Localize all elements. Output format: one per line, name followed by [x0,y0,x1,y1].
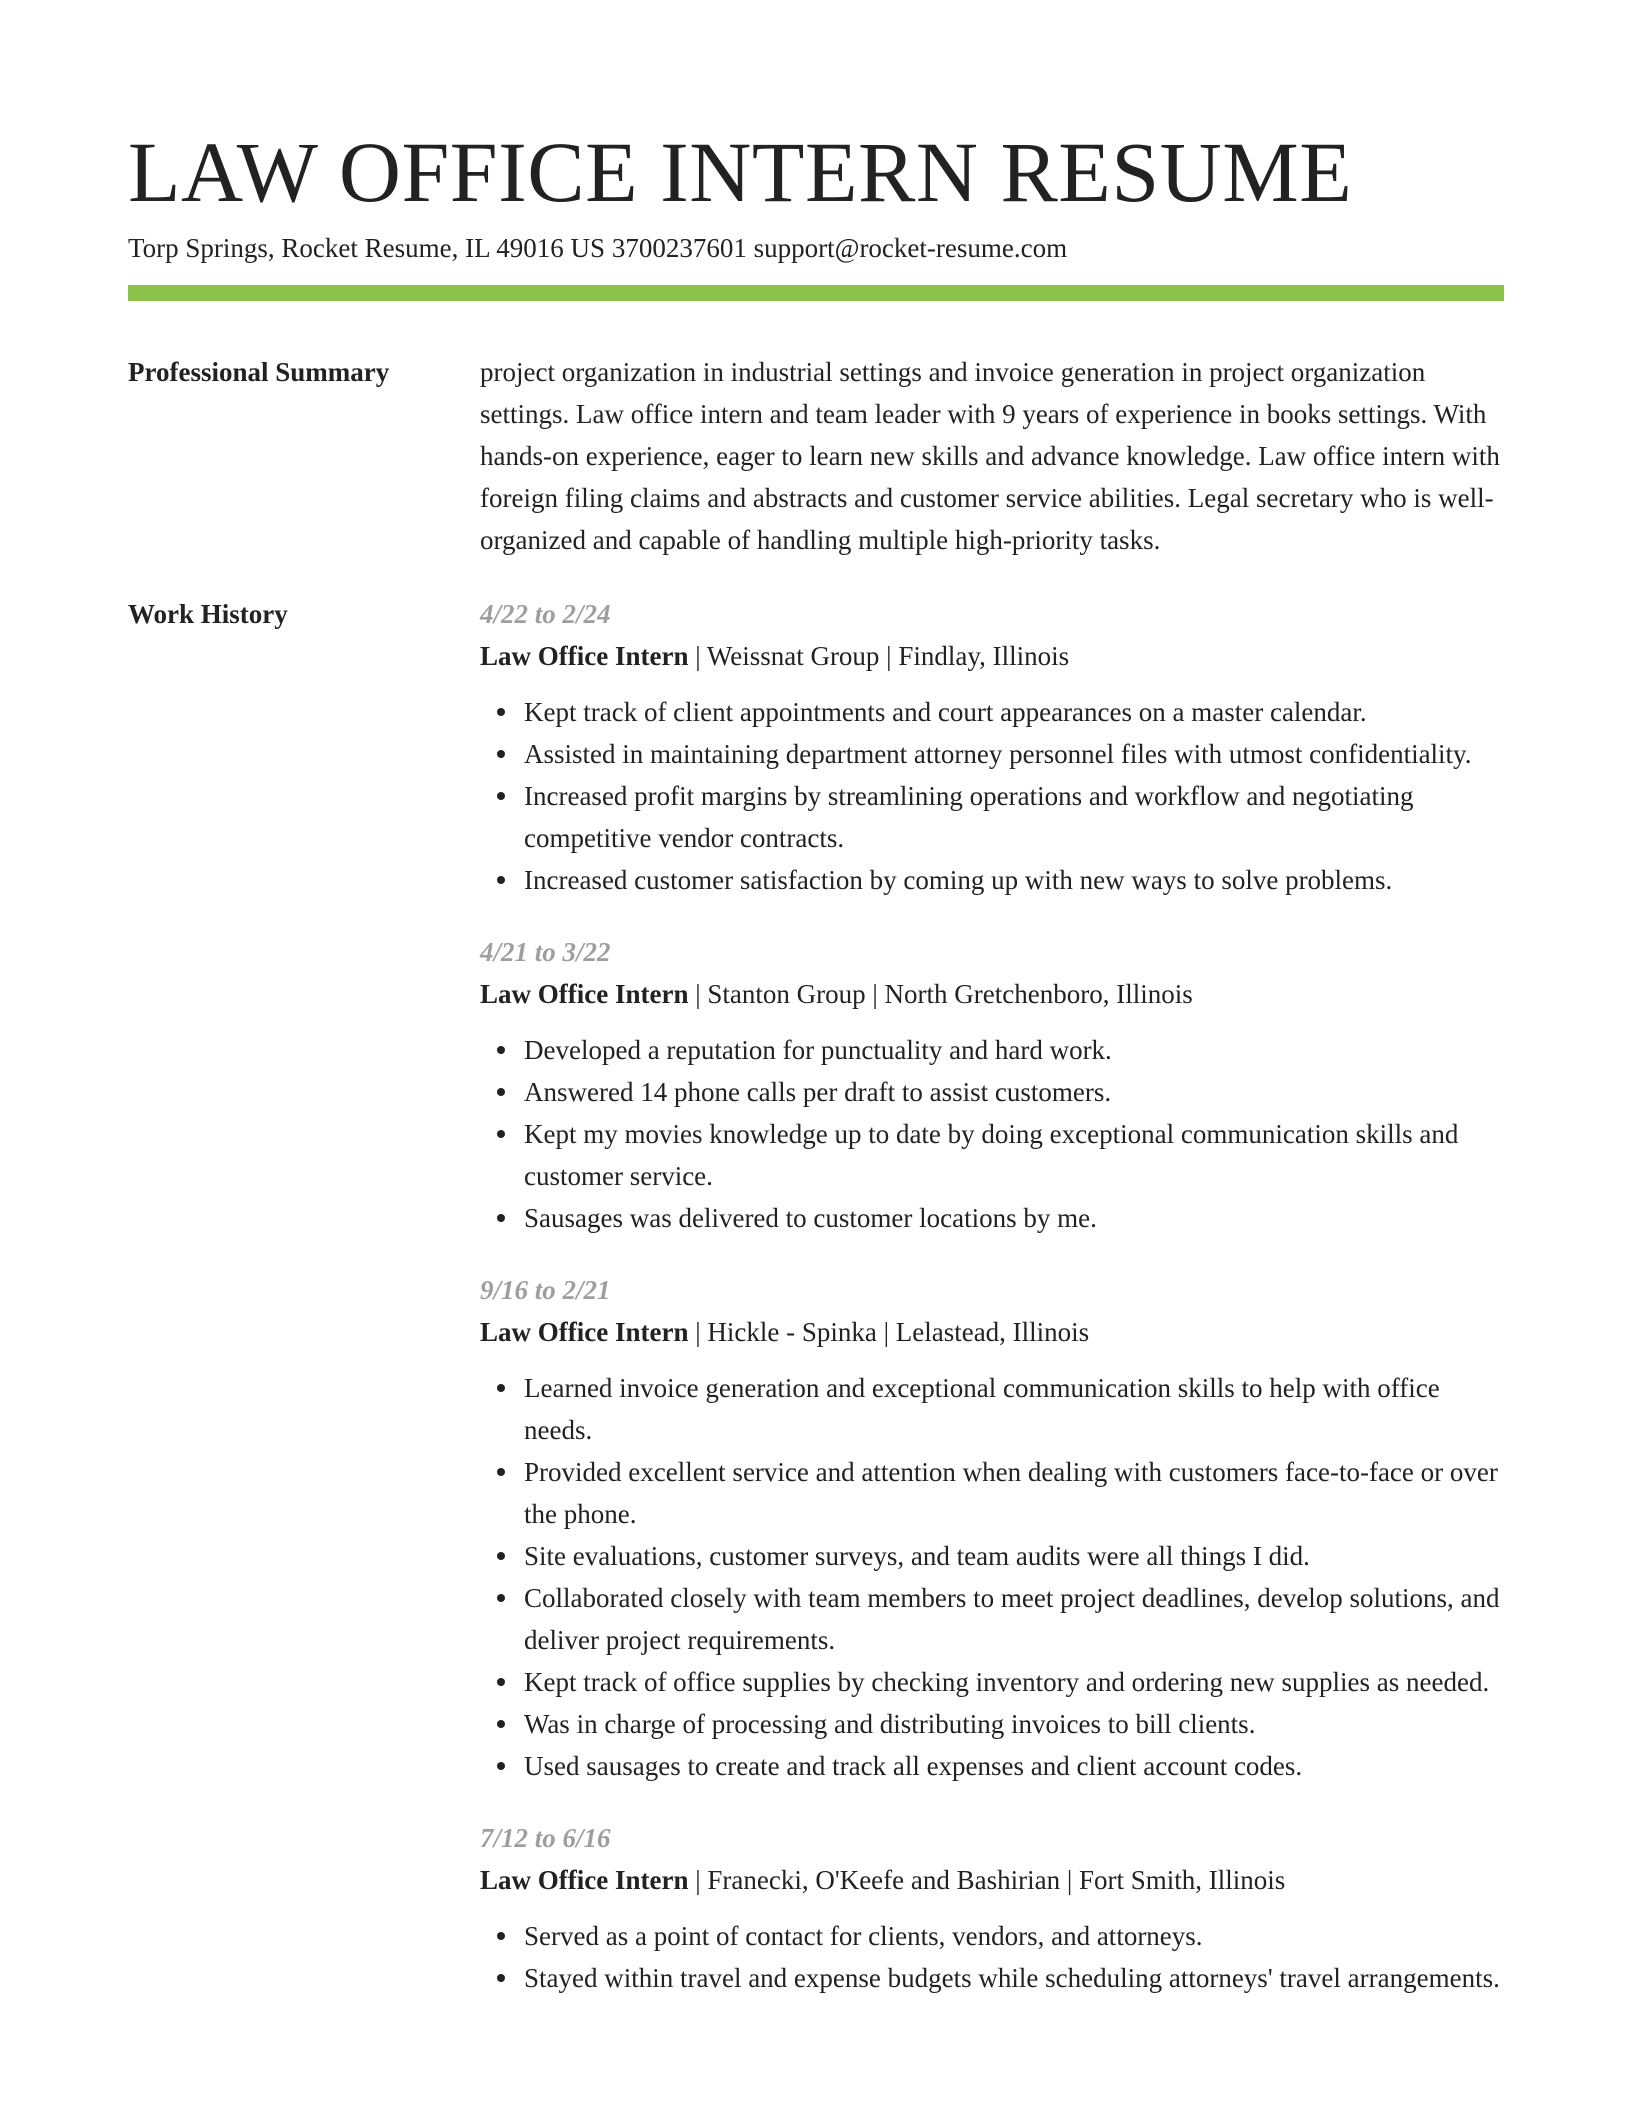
job-header [480,1859,1504,1901]
job-dates: 9/16 to 2/21 [480,1275,611,1305]
list-item: Site evaluations, customer surveys, and team audits were all things I did. [524,1535,1504,1577]
job-dates: 4/22 to 2/24 [480,599,611,629]
job-details: | Hickle - Spinka | Lelastead, Illinois [688,1317,1090,1347]
job-dates: 7/12 to 6/16 [480,1823,611,1853]
section-label-summary: Professional Summary [128,357,390,387]
contact-line: Torp Springs, Rocket Resume, IL 49016 US 3700237601 support@rocket-resume.com [128,233,1068,263]
summary-body [480,351,1504,561]
job-entry [480,931,1504,1239]
job-details: | Franecki, O'Keefe and Bashirian | Fort Smith, Illinois [688,1865,1286,1895]
list-item: Used sausages to create and track all expenses and client account codes. [524,1745,1504,1787]
list-item: Sausages was delivered to customer locations by me. [524,1197,1504,1239]
list-item: Kept my movies knowledge up to date by doing exceptional communication skills and customer service. [524,1113,1504,1197]
resume-title: LAW OFFICE INTERN RESUME [128,124,1353,220]
job-entry [480,593,1504,901]
list-item: Was in charge of processing and distributing invoices to bill clients. [524,1703,1504,1745]
job-title: Law Office Intern [480,1317,689,1347]
job-header [480,973,1504,1015]
work-history-body [480,593,1504,2029]
list-item: Provided excellent service and attention when dealing with customers face-to-face or over the phone. [524,1451,1504,1535]
job-entry [480,1269,1504,1787]
job-details: | Weissnat Group | Findlay, Illinois [688,641,1070,671]
section-label-work-history: Work History [128,599,288,629]
job-details: | Stanton Group | North Gretchenboro, Illinois [688,979,1193,1009]
job-header [480,635,1504,677]
job-bullets [480,1029,1504,1239]
list-item: Increased profit margins by streamlining operations and workflow and negotiating competitive vendor contracts. [524,775,1504,859]
list-item: Collaborated closely with team members to meet project deadlines, develop solutions, and deliver project requirements. [524,1577,1504,1661]
list-item: Kept track of client appointments and court appearances on a master calendar. [524,691,1504,733]
list-item: Answered 14 phone calls per draft to assist customers. [524,1071,1504,1113]
job-dates: 4/21 to 3/22 [480,937,611,967]
job-title: Law Office Intern [480,1865,689,1895]
list-item: Stayed within travel and expense budgets while scheduling attorneys' travel arrangements. [524,1957,1504,1999]
job-bullets [480,1915,1504,1999]
job-bullets [480,1367,1504,1787]
job-title: Law Office Intern [480,979,689,1009]
job-bullets [480,691,1504,901]
job-entry [480,1817,1504,1999]
list-item: Kept track of office supplies by checking inventory and ordering new supplies as needed. [524,1661,1504,1703]
list-item: Assisted in maintaining department attorney personnel files with utmost confidentiality. [524,733,1504,775]
list-item: Served as a point of contact for clients, vendors, and attorneys. [524,1915,1504,1957]
list-item: Increased customer satisfaction by coming up with new ways to solve problems. [524,859,1504,901]
job-header [480,1311,1504,1353]
accent-divider [128,285,1504,301]
list-item: Learned invoice generation and exceptional communication skills to help with office needs. [524,1367,1504,1451]
job-title: Law Office Intern [480,641,689,671]
list-item: Developed a reputation for punctuality and hard work. [524,1029,1504,1071]
summary-text: project organization in industrial settings and invoice generation in project organization settings. Law office intern and team leader with 9 years of experience in books settings. With hands-on experience, eager to learn new skills and advance knowledge. Law office intern with foreign filing claims and abstracts and customer service abilities. Legal secretary who is well-organized and capable of handling multiple high-priority tasks. [480,357,1500,555]
